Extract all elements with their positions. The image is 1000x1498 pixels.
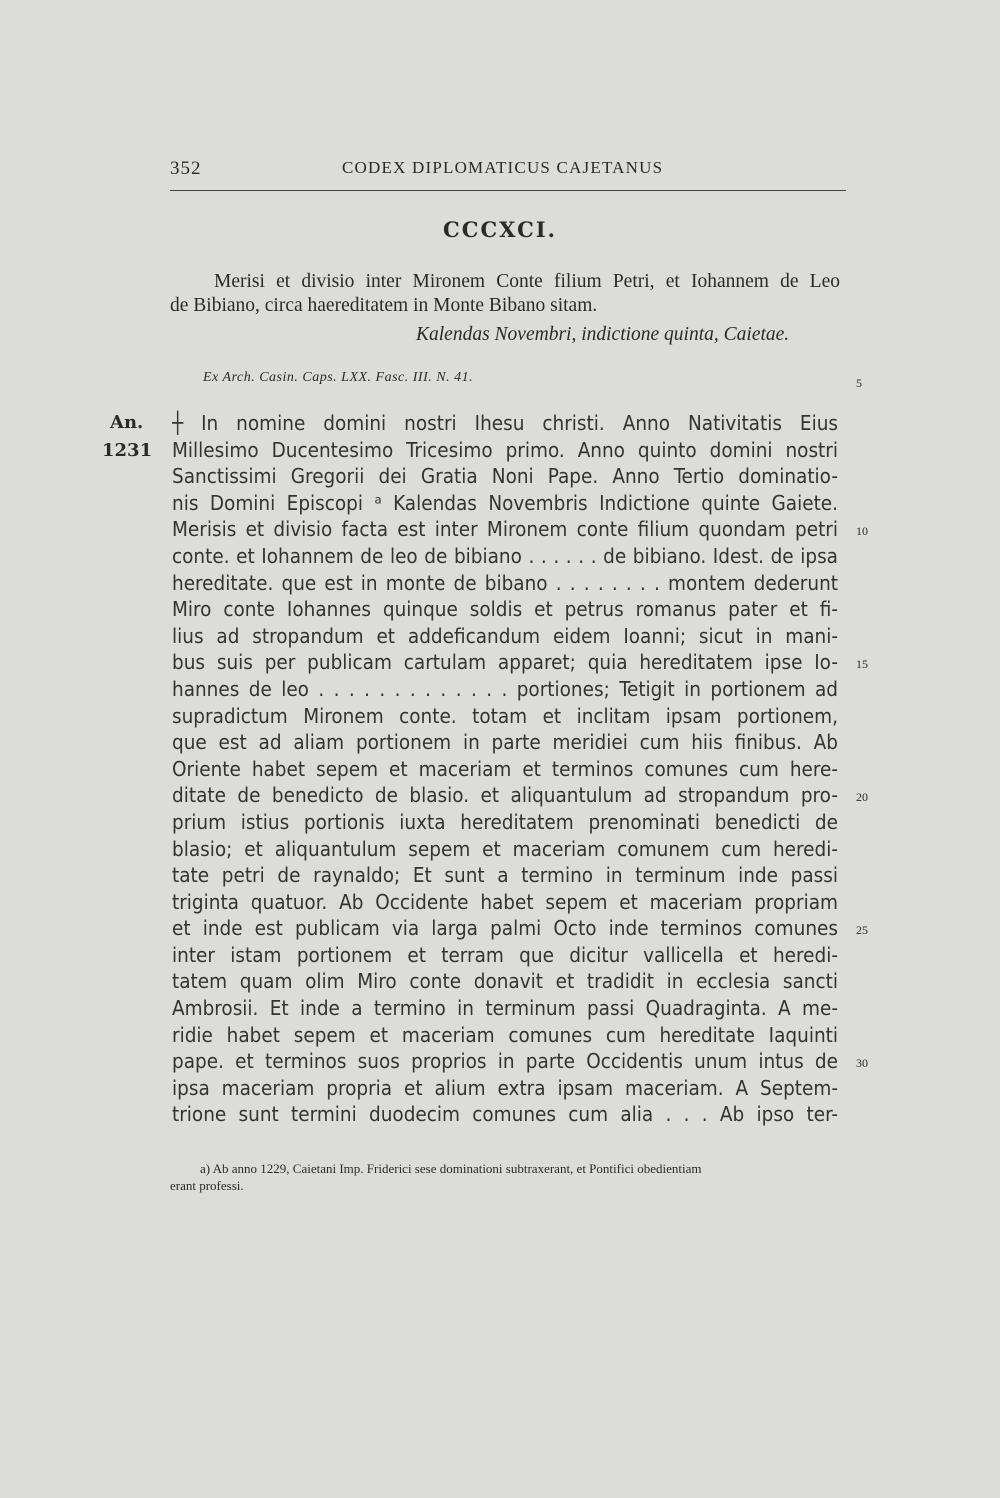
document-summary xyxy=(170,270,840,318)
charter-text xyxy=(172,410,838,1128)
text-line: inter istam portionem et terram que dicitur vallicella et heredi- xyxy=(172,942,838,967)
text-line: et inde est publicam via larga palmi Octo inde terminos comunes xyxy=(172,916,838,941)
text-line: Merisis et divisio facta est inter Mironem conte filium quondam petri xyxy=(172,517,838,542)
year-label: An. xyxy=(110,412,144,433)
text-line: conte. et Iohannem de leo de bibiano . . . . . . de bibiano. Idest. de ipsa xyxy=(172,543,838,568)
text-line: Ambrosii. Et inde a termino in terminum passi Quadraginta. A me- xyxy=(172,996,838,1021)
summary-line: de Bibiano, circa haereditatem in Monte Bibano sitam. xyxy=(170,295,598,316)
text-line: bus suis per publicam cartulam apparet; quia hereditatem ipse Io- xyxy=(172,650,838,675)
page-number: 352 xyxy=(170,158,202,179)
text-line: ┼ In nomine domini nostri Ihesu christi. Anno Nativitatis Eius xyxy=(172,411,838,435)
text-line: Miro conte Iohannes quinque soldis et petrus romanus pater et fi- xyxy=(172,597,838,622)
line-number: 10 xyxy=(856,524,868,538)
text-line: pape. et terminos suos proprios in parte Occidentis unum intus de xyxy=(172,1049,838,1074)
text-line: ditate de benedicto de blasio. et aliquantulum ad stropandum pro- xyxy=(172,783,838,808)
text-line: trione sunt termini duodecim comunes cum alia . . . Ab ipso ter- xyxy=(172,1102,838,1127)
line-number: 5 xyxy=(856,376,862,390)
text-line: nis Domini Episcopi ᵃ Kalendas Novembris Indictione quinte Gaiete. xyxy=(172,490,838,515)
text-line: tatem quam olim Miro conte donavit et tradidit in ecclesia sancti xyxy=(172,969,838,994)
text-line: supradictum Mironem conte. totam et inclitam ipsam portionem, xyxy=(172,703,838,728)
document-number: CCCXCI. xyxy=(443,217,557,242)
footnote xyxy=(170,1160,840,1194)
text-line: prium istius portionis iuxta hereditatem prenominati benedicti de xyxy=(172,809,838,834)
text-line: hannes de leo . . . . . . . . . . . . . portiones; Tetigit in portionem ad xyxy=(172,676,838,701)
text-line: ipsa maceriam propria et alium extra ipsam maceriam. A Septem- xyxy=(172,1075,838,1100)
footnote-line: erant professi. xyxy=(170,1178,244,1193)
line-number: 20 xyxy=(856,790,868,804)
text-line: Millesimo Ducentesimo Tricesimo primo. Anno quinto domini nostri xyxy=(172,437,838,462)
archive-source: Ex Arch. Casin. Caps. LXX. Fasc. III. N. 41. xyxy=(203,370,474,385)
text-line: triginta quatuor. Ab Occidente habet sepem et maceriam propriam xyxy=(172,889,838,914)
dateline: Kalendas Novembri, indictione quinta, Caietae. xyxy=(416,324,790,345)
text-line: hereditate. que est in monte de bibano . . . . . . . . montem dederunt xyxy=(172,570,838,595)
text-line: ridie habet sepem et maceriam comunes cum hereditate Iaquinti xyxy=(172,1022,838,1047)
footnote-line: a) Ab anno 1229, Caietani Imp. Friderici sese dominationi subtraxerant, et Pontifici obedientiam xyxy=(200,1161,702,1176)
text-line: que est ad aliam portionem in parte meridiei cum hiis finibus. Ab xyxy=(172,730,838,755)
text-line: Oriente habet sepem et maceriam et terminos comunes cum here- xyxy=(172,756,838,781)
text-line: lius ad stropandum et addeficandum eidem Ioanni; sicut in mani- xyxy=(172,623,838,648)
year-value: 1231 xyxy=(102,440,153,461)
text-line: tate petri de raynaldo; Et sunt a termino in terminum inde passi xyxy=(172,863,838,888)
line-number: 30 xyxy=(856,1056,868,1070)
running-title: CODEX DIPLOMATICUS CAJETANUS xyxy=(342,158,664,177)
text-line: Sanctissimi Gregorii dei Gratia Noni Pape. Anno Tertio dominatio- xyxy=(172,464,838,489)
text-line: blasio; et aliquantulum sepem et maceriam comunem cum heredi- xyxy=(172,836,838,861)
line-number: 25 xyxy=(856,923,868,937)
line-number: 15 xyxy=(856,657,868,671)
summary-line: Merisi et divisio inter Mironem Conte filium Petri, et Iohannem de Leo xyxy=(214,271,840,292)
header-rule xyxy=(170,190,846,191)
